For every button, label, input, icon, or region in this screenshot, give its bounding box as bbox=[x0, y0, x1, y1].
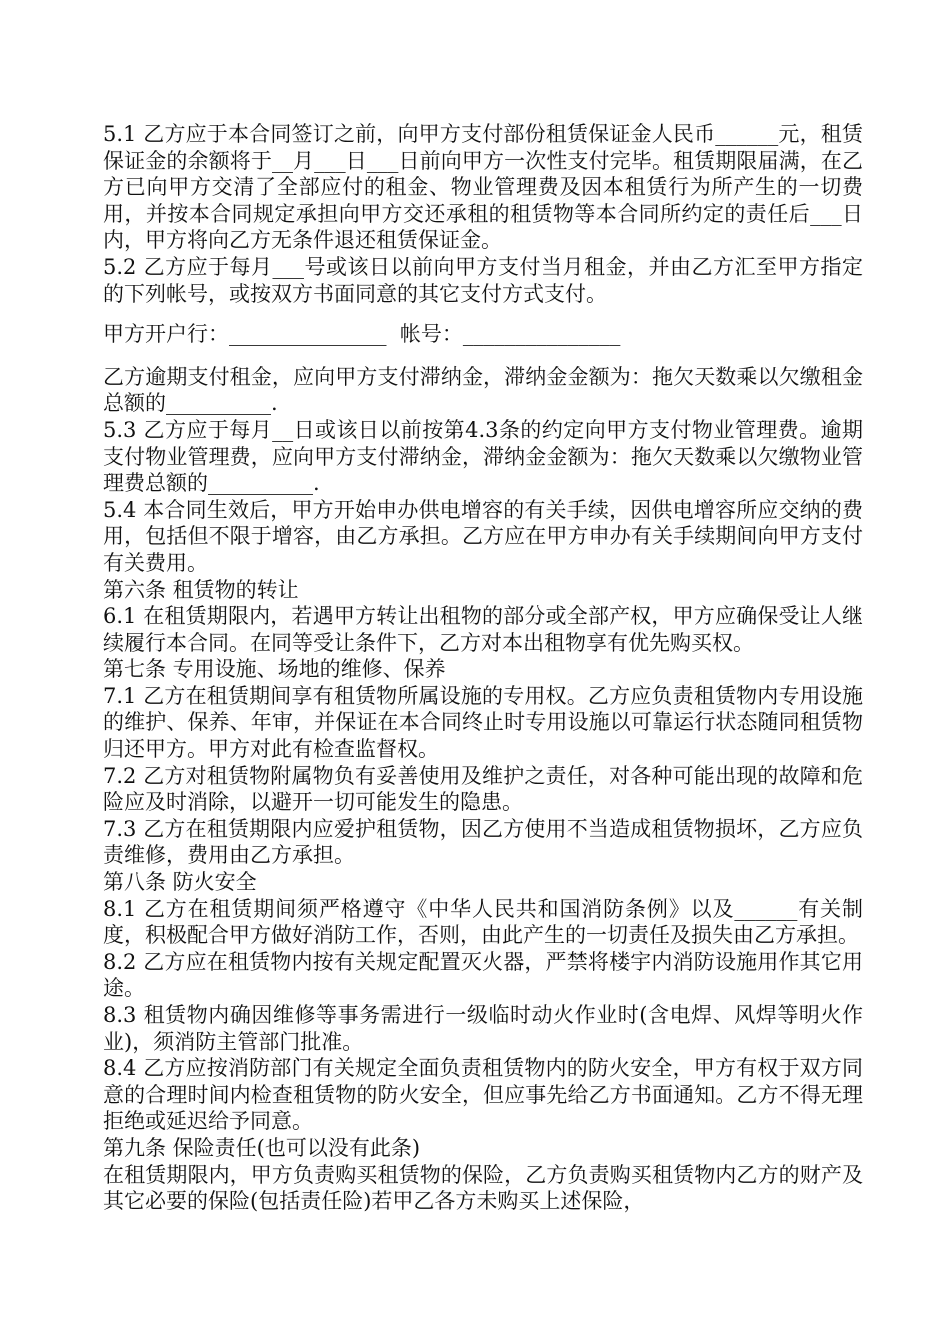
clause-8-3: 8.3 租赁物内确因维修等事务需进行一级临时动火作业时(含电焊、风焊等明火作业)，须消防主管部门批准。 bbox=[103, 1003, 863, 1054]
article-7-heading: 第七条 专用设施、场地的维修、保养 bbox=[103, 657, 446, 682]
article-9-heading: 第九条 保险责任(也可以没有此条) bbox=[103, 1135, 421, 1160]
bank-account-line: 甲方开户行：_______________ 帐号：_______________ bbox=[103, 322, 621, 347]
clause-5-3: 5.3 乙方应于每月__日或该日以前按第4.3条的约定向甲方支付物业管理费。逾期支付物业管理费，应向甲方支付滞纳金，滞纳金金额为：拖欠天数乘以欠缴物业管理费总额的__________. bbox=[103, 417, 863, 496]
clause-7-1: 7.1 乙方在租赁期间享有租赁物所属设施的专用权。乙方应负责租赁物内专用设施的维护、保养、年审，并保证在本合同终止时专用设施以可靠运行状态随同租赁物归还甲方。甲方对此有检查监督权。 bbox=[103, 683, 863, 762]
article-9-body: 在租赁期限内，甲方负责购买租赁物的保险，乙方负责购买租赁物内乙方的财产及其它必要的保险(包括责任险)若甲乙各方未购买上述保险， bbox=[103, 1162, 863, 1214]
late-rent-penalty: 乙方逾期支付租金，应向甲方支付滞纳金，滞纳金金额为：拖欠天数乘以欠缴租金总额的__________. bbox=[103, 364, 863, 416]
clause-8-4: 8.4 乙方应按消防部门有关规定全面负责租赁物内的防火安全，甲方有权于双方同意的合理时间内检查租赁物的防火安全，但应事先给乙方书面通知。乙方不得无理拒绝或延迟给予同意。 bbox=[103, 1056, 863, 1134]
clause-5-2: 5.2 乙方应于每月___号或该日以前向甲方支付当月租金，并由乙方汇至甲方指定的下列帐号，或按双方书面同意的其它支付方式支付。 bbox=[103, 254, 863, 306]
clause-7-2: 7.2 乙方对租赁物附属物负有妥善使用及维护之责任，对各种可能出现的故障和危险应及时消除，以避开一切可能发生的隐患。 bbox=[103, 763, 863, 815]
clause-7-3: 7.3 乙方在租赁期限内应爱护租赁物，因乙方使用不当造成租赁物损坏，乙方应负责维修，费用由乙方承担。 bbox=[103, 816, 863, 868]
clause-5-1: 5.1 乙方应于本合同签订之前，向甲方支付部份租赁保证金人民币______元，租赁保证金的余额将于__月___日___日前向甲方一次性支付完毕。租赁期限届满，在乙方已向甲方交清了全部应付的租金、物业管理费及因本租赁行为所产生的一切费用，并按本合同规定承担向甲方交还承租的租赁物等本合同所约定的责任后___日内，甲方将向乙方无条件退还租赁保证金。 bbox=[103, 122, 863, 253]
contract-page bbox=[103, 121, 863, 1215]
clause-5-4: 5.4 本合同生效后，甲方开始申办供电增容的有关手续，因供电增容所应交纳的费用，包括但不限于增容，由乙方承担。乙方应在甲方申办有关手续期间向甲方支付有关费用。 bbox=[103, 497, 863, 575]
clause-6-1: 6.1 在租赁期限内，若遇甲方转让出租物的部分或全部产权，甲方应确保受让人继续履行本合同。在同等受让条件下，乙方对本出租物享有优先购买权。 bbox=[103, 604, 863, 655]
clause-8-2: 8.2 乙方应在租赁物内按有关规定配置灭火器，严禁将楼宇内消防设施用作其它用途。 bbox=[103, 949, 863, 1001]
clause-8-1: 8.1 乙方在租赁期间须严格遵守《中华人民共和国消防条例》以及______有关制度，积极配合甲方做好消防工作，否则，由此产生的一切责任及损失由乙方承担。 bbox=[103, 896, 863, 948]
article-6-heading: 第六条 租赁物的转让 bbox=[103, 577, 299, 602]
article-8-heading: 第八条 防火安全 bbox=[103, 870, 257, 895]
